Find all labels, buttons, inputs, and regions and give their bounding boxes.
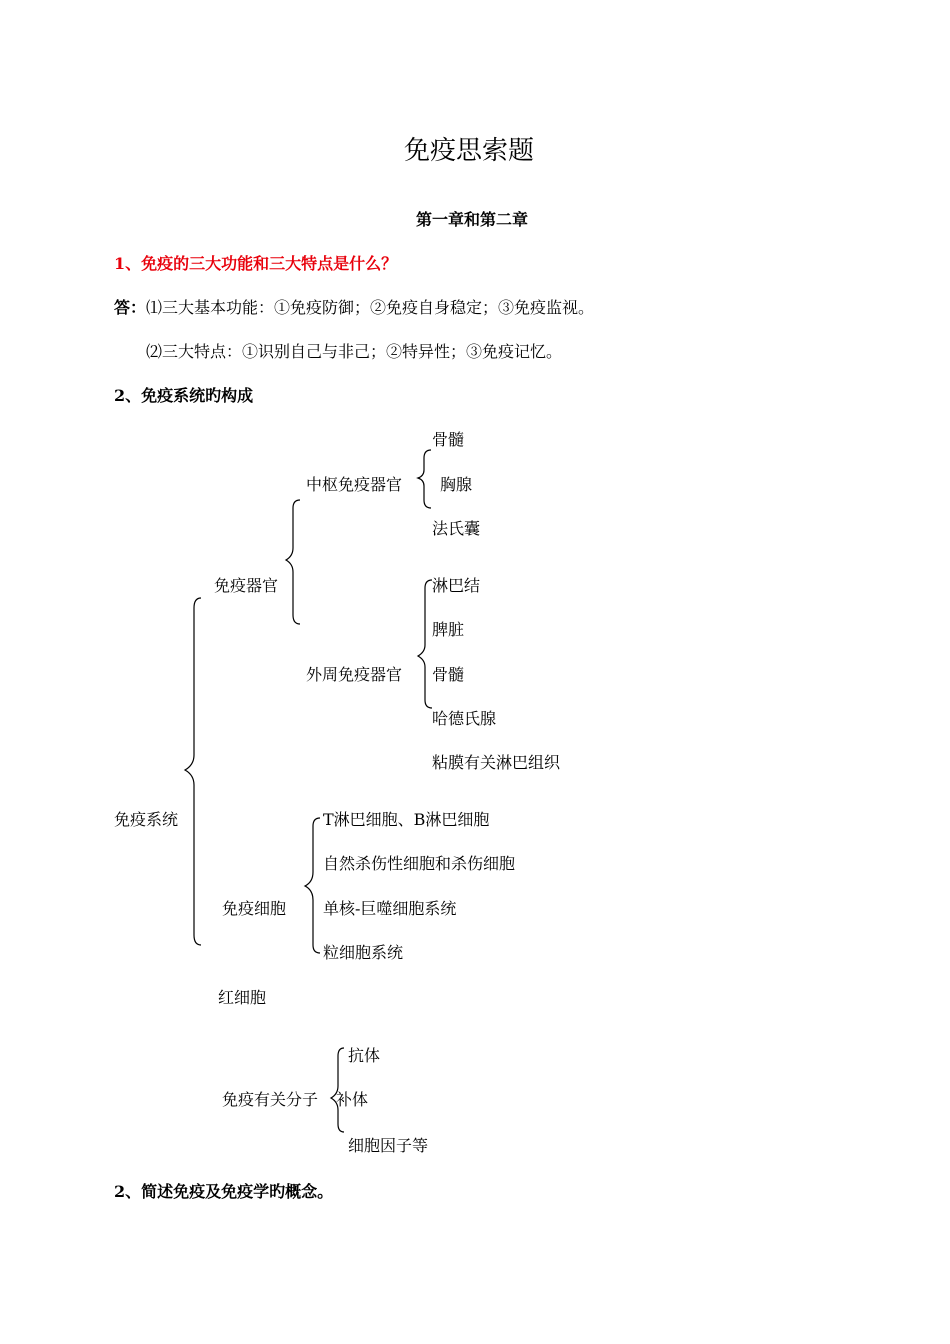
bracket-immune-cells bbox=[305, 818, 320, 953]
molecule-item: 抗体 bbox=[348, 1046, 381, 1065]
central-item: 法氏囊 bbox=[432, 519, 481, 538]
tree-root: 免疫系统 bbox=[114, 810, 179, 829]
central-item: 胸腺 bbox=[440, 475, 473, 494]
question-3-heading: 2、简述免疫及免疫学旳概念。 bbox=[114, 1182, 334, 1201]
tree-molecules: 免疫有关分子 bbox=[222, 1090, 319, 1109]
peripheral-item: 骨髓 bbox=[432, 665, 465, 684]
peripheral-item: 粘膜有关淋巴组织 bbox=[432, 753, 561, 772]
bracket-immune-system bbox=[185, 598, 201, 945]
cell-item: 自然杀伤性细胞和杀伤细胞 bbox=[323, 854, 516, 873]
tree-central-organs: 中枢免疫器官 bbox=[306, 475, 403, 494]
molecule-item: 细胞因子等 bbox=[348, 1136, 429, 1155]
peripheral-item: 脾脏 bbox=[432, 620, 465, 639]
cell-item: 单核-巨噬细胞系统 bbox=[323, 899, 457, 918]
bracket-central-organs bbox=[418, 450, 431, 508]
cell-item: T淋巴细胞、B淋巴细胞 bbox=[323, 810, 490, 829]
answer-1-line-2: ⑵三大特点：①识别自己与非己；②特异性；③免疫记忆。 bbox=[146, 342, 563, 361]
peripheral-item: 哈德氏腺 bbox=[432, 709, 497, 728]
question-1: 1、免疫的三大功能和三大特点是什么？ bbox=[114, 254, 398, 273]
peripheral-item: 淋巴结 bbox=[432, 576, 481, 595]
answer-1-functions: ⑴三大基本功能：①免疫防御；②免疫自身稳定；③免疫监视。 bbox=[146, 298, 595, 317]
bracket-organs bbox=[286, 500, 300, 624]
tree-immune-cells: 免疫细胞 bbox=[222, 899, 287, 918]
central-item: 骨髓 bbox=[432, 430, 465, 449]
chapter-heading: 第一章和第二章 bbox=[416, 210, 529, 229]
answer-prefix: 答： bbox=[114, 298, 147, 317]
tree-organs: 免疫器官 bbox=[214, 576, 279, 595]
molecule-item: 补体 bbox=[336, 1090, 369, 1109]
tree-red-blood-cells: 红细胞 bbox=[218, 988, 267, 1007]
question-2-heading: 2、免疫系统旳构成 bbox=[114, 386, 254, 405]
cell-item: 粒细胞系统 bbox=[323, 943, 404, 962]
answer-1-line-1 bbox=[114, 298, 594, 318]
bracket-peripheral-organs bbox=[418, 580, 432, 708]
page-title: 免疫思索题 bbox=[404, 136, 535, 166]
tree-peripheral-organs: 外周免疫器官 bbox=[306, 665, 403, 684]
